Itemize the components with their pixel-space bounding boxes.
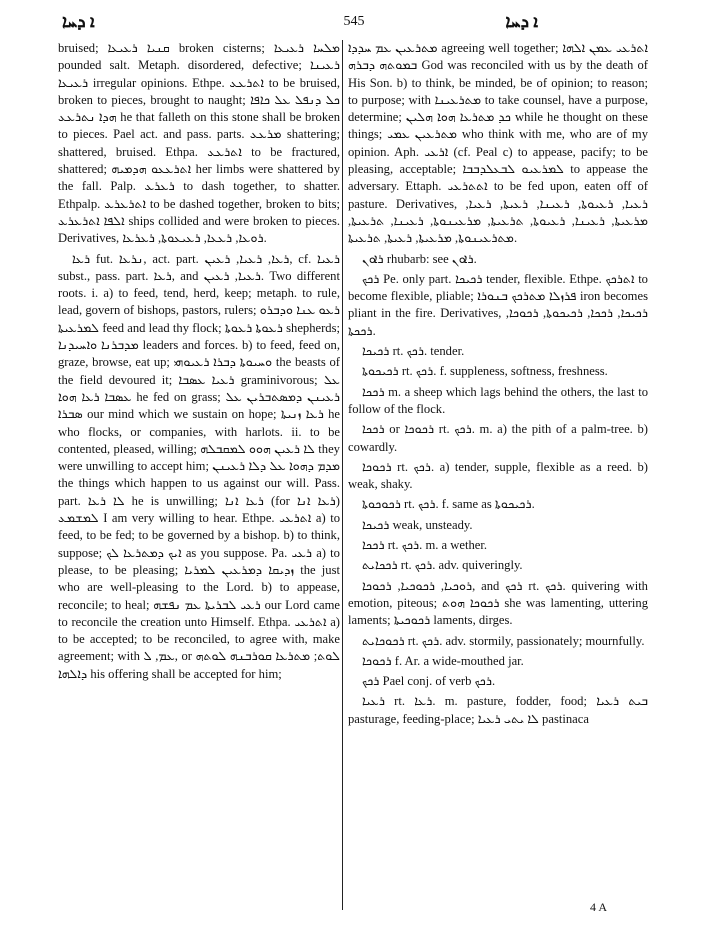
left-column (58, 40, 340, 686)
entry-paragraph: ܪܟܟ Pael conj. of verb ܪܟܟ. (362, 674, 496, 689)
entry-paragraph: ܪܟܘܟܐ rt. ܪܟܟ. a) tender, supple, flexible as a reed. b) weak, shaky. (348, 459, 648, 492)
entry-paragraph: ܪܟܝܟܐ weak, unsteady. (362, 517, 473, 532)
entry-paragraph: ܪܟܟܐ rt. ܪܟܟ. m. a wether. (362, 538, 488, 553)
entry-paragraph: ܪܟܟܐܝܬ rt. ܪܟܟ. adv. quiveringly. (362, 558, 523, 573)
entry-paragraph: ܪܟܟ Pe. only part. ܪܟܝܟܐ tender, flexible. Ethpe. ܐܬܪܟܟ to become flexible, pliable; ܦܪܙܠܐ ܡܬܪܟܟ ܒܢܘܪܐ iron becomes pliant in the fire. Derivatives, ܪܟܝܟܐ, ܪܟܟܐ, ܪܟܝܟܘܬܐ, ܪܟܘܟܐ, ܪܟܟܬܐ. (348, 271, 648, 338)
right-column (348, 40, 648, 731)
entry-paragraph: ܪܟܟܐ or ܪܟܘܟܐ rt. ܪܟܟ. m. a) the pith of a palm-tree. b) cowardly. (348, 422, 648, 454)
entry-paragraph: ܪܥܐ fut. ܢܪܥܐ, act. part. ܪܥܐ, ܪܥܝܐ, ܪܥܝܢ, cf. ܪܥܝܐ subst., pass. part. ܪܥܐ, and ܪܥܝܐ, ܪܥܝܢ. Two different roots. i. a) to feed, tend, herd, keep; metaph. to rule, lead, govern of bishops, pastors, rulers; ܪܥܘ ܥܢܐ ܘܕܒܪܘ ܠܡܪܥܝܬܐ feed and lead thy flock; ܪܥܘܬܐ ܪܥܘܬܐ shepherds; ܡܕܒܪܢܐ ܘܐܚܝܕܢܐ leaders and forces. b) to feed, feed on, graze, browse, eat up; ܘܚܝܘܬܐ ܕܒܪܐ ܪܥܝܘܗܝ the beasts of the field devoured it; ܪܥܝܐ ܥܣܒܐ graminivorous; ܥܠ ܥܣܒܐ ܪܥܐ ܗܘܐ he fed on grass; ܪܥܝܢܢ ܕܡܣܬܒܪܝܢ ܥܠ ܣܒܪܐ our mind which we sustain on hope; ܪܥܐ ܙܢܝܬܐ he who flocks, or companies, with harlots. ii. to be contented, pleased, willing; ܠܐ ܪܥܝܢ ܗܘܘ ܠܡܩܒܠܗ they were unwilling to accept him; ܡܕܡ ܕܗܘܐ ܥܠ ܕܠܐ ܪܥܝܢܢ the things which happen to us against our will. Pass. part. ܠܐ ܪܥܐ he is unwilling; ܪܥܐ ܐܢܐ (for ܪܥܐ ܐܢܐ) ܠܡܫܡܥ I am very willing to hear. Ethpe. ܐܬܪܥܝ a) to feed, to be fed; to be governed by a bishop. b) to think, suppose; ܐܝܟ ܕܡܬܪܥܐ ܠܟ as you suppose. Pa. ܪܥܝ a) to please, to be pleasing; ܙܕܝܩܐ ܕܡܪܥܝܢ ܠܡܪܝܐ the just who are well-pleasing to the Lord. b) to appease, reconcile; to heal; ܪܥܝ ܠܒܪܝܬܐ ܥܡ ܢܦܫܗ our Lord came to reconcile the creation unto Himself. Ethpa. ܐܬܪܥܝ a) to be accepted; to be reconciled, to agree with, make agreement; with ܥܡ, ܠ, or ܠܘܬ; ܡܬܪܥܐ ܩܘܪܒܢܗ ܠܘܬܗ ܕܐܠܗܐ his offering shall be accepted for him; (58, 251, 341, 681)
entry-paragraph: ܪܟܝܟܘܬܐ rt. ܪܟܟ. f. suppleness, softness, freshness. (362, 364, 608, 379)
entry-paragraph: ܪܟܝܟܐ rt. ܪܟܟ. tender. (362, 344, 465, 359)
entry-paragraph: ܪܟܘܟܐ f. Ar. a wide-mouthed jar. (362, 653, 524, 668)
entry-paragraph: ܪܘܟܝܐ, ܪܟܘܟܝܐ, ܪܟܘܟܐ, and ܪܟܟ rt. ܪܟܟ. quivering with emotion, piteous; ܪܟܘܟܐ ܗܘܬ she was lamenting, uttering laments; ܪܟܘܟܝܬܐ laments, dirges. (348, 578, 648, 628)
header-right-word: ܐ ܕܚܐ (505, 12, 538, 31)
entry-paragraph: ܡܬܪܥܝܢ ܥܡ ܚܕܕܐ agreeing well together; ܐܬܪܥܝ ܥܡܢ ܐܠܗܐ ܒܡܘܬܗ ܕܒܪܗ God was reconciled with us by the death of His Son. b) to think, be minded, be of opinion; to reason; to purpose; with ܡܬܪܥܝܢܐ to take counsel, have a purpose, determine; ܟܕ ܡܬܪܥܐ ܗܘܐ ܗܠܝܢ while he thought on these things; ܡܬܪܥܝܢ ܥܡܝ who think with me, who are of my opinion. Aph. ܐܪܥܝ (cf. Peal c) to appease, pacify; to be pleasing, acceptable; ܠܡܪܥܝܘ ܠܒܥܠܕܒܒܐ to appease the adversary. Ettaph. ܐܬܬܪܥܝ to be fed upon, eaten off of pasture. Derivatives, ܪܥܝܐ, ܪܥܝܘܬܐ, ܪܥܝܢܐ, ܪܥܝܬܐ, ܪܥܝܐ, ܡܪܥܝܬܐ, ܪܥܝܢܐ, ܪܥܝܘܬܐ, ܬܪܥܝܬܐ, ܡܪܥܝܢܘܬܐ, ܪܥܝܢܐ, ܬܪܥܝܬܐ, ܡܬܪܥܝܢܘܬܐ, ܡܪܥܝܬܐ, ܪܥܝܬܐ, ܬܪܥܝܬܐ. (348, 41, 649, 246)
entry-paragraph: ܪܟܘܟܐܝܬ rt. ܪܟܟ. adv. stormily, passionately; mournfully. (362, 633, 645, 648)
running-header (56, 12, 652, 34)
entry-paragraph: ܪܟܟܐ m. a sheep which lags behind the others, the last to follow of the flock. (348, 384, 648, 416)
entry-paragraph: ܪܥܝܐ rt. ܪܥܐ. m. pasture, fodder, food; ܒܝܬ ܪܥܝܐ pasturage, feeding-place; ܠܐ ܝܬܝ ܪܥܝܐ pastinaca (348, 694, 649, 726)
entry-paragraph: ܪܐܘܢ rhubarb: see ܪܐܘܢ. (362, 251, 477, 266)
page-number: 545 (343, 14, 365, 29)
column-divider (342, 40, 343, 910)
entry-paragraph: ܪܟܘܟܘܬܐ rt. ܪܟܟ. f. same as ܪܟܝܟܘܬܐ. (362, 497, 535, 512)
signature-mark: 4 A (590, 900, 608, 914)
entry-paragraph: bruised; ܩܢܝܐ ܪܥܝܥܐ broken cisterns; ܡܠܚܐ ܪܥܝܥܐ pounded salt. Metaph. disordered, defective; ܪܥܝܢܐ ܪܥܝܥܐ irregular opinions. Ethpe. ܐܬܪܥܥ to be bruised, broken to pieces, brought to naught; ܟܠ ܕܢܦܠ ܥܠ ܟܐܦܐ ܗܕܐ ܢܬܪܥܥ he that falleth on this stone shall be broken to pieces. Pael act. and pass. parts. ܡܪܥܥ shattering; shattered, bruised. Ethpa. ܐܬܪܥܥ to be fractured, shattered; ܐܬܪܥܥܘ ܗܕܡܝܗ her limbs were shattered by the fall. Palp. ܪܥܪܥ to dash together, to shatter. Ethpalp. ܐܬܪܥܪܥ to be dashed together, broken to bits; ܐܠܦܐ ܐܬܪܥܪܥ ships collided and were broken to pieces. Derivatives, ܪܘܥܐ, ܪܥܥܐ, ܪܥܝܥܘܬܐ, ܪܥܪܥܐ. (58, 41, 341, 246)
header-left-word: ܐ ܕܚܐ (62, 12, 95, 31)
